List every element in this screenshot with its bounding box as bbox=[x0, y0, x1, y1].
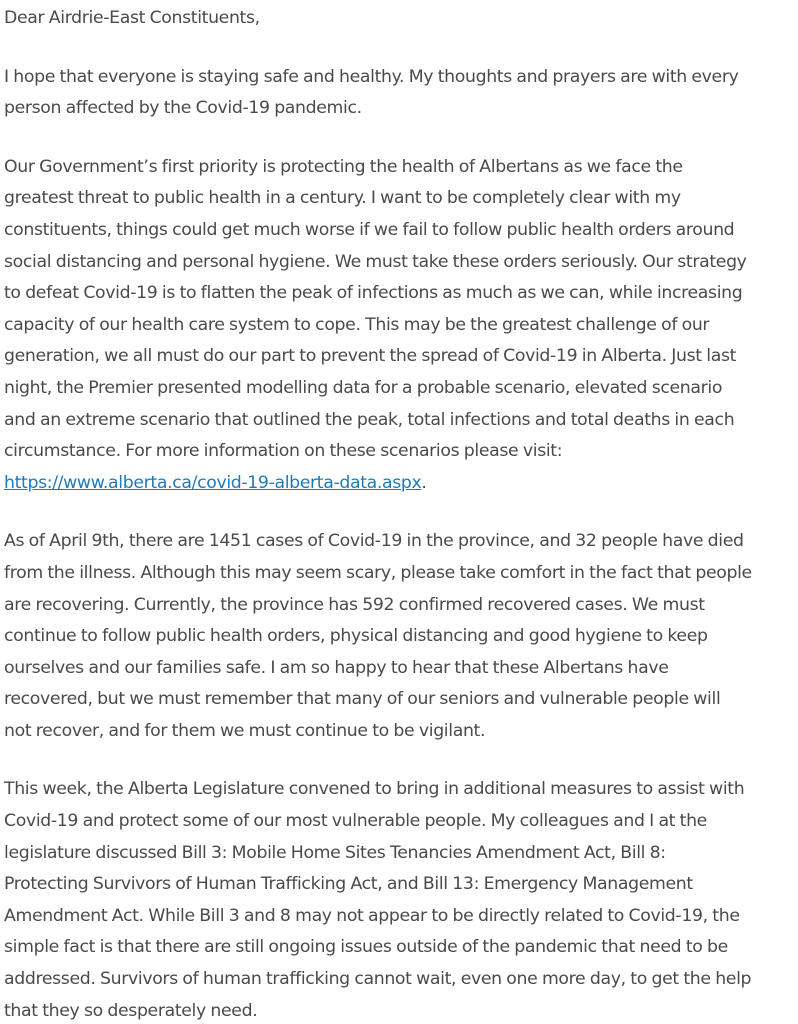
paragraph-line: simple fact is that there are still ongoing issues outside of the pandemic that need to be bbox=[4, 937, 728, 958]
paragraph-line: night, the Premier presented modelling data for a probable scenario, elevated scenario bbox=[4, 377, 723, 398]
paragraph-line: capacity of our health care system to cope. This may be the greatest challenge of our bbox=[4, 314, 710, 335]
paragraph-line: to defeat Covid-19 is to flatten the peak of infections as much as we can, while increasing bbox=[4, 283, 743, 304]
paragraph-line: Amendment Act. While Bill 3 and 8 may not appear to be directly related to Covid-19, the bbox=[4, 905, 740, 926]
paragraph-line: constituents, things could get much worse if we fail to follow public health orders around bbox=[4, 219, 735, 240]
paragraph-line: that they so desperately need. bbox=[4, 1000, 258, 1021]
paragraph-line: I hope that everyone is staying safe and healthy. My thoughts and prayers are with every bbox=[4, 66, 739, 87]
alberta-data-link[interactable]: https://www.alberta.ca/covid-19-alberta-data.aspx bbox=[4, 472, 422, 493]
paragraph-wellbeing bbox=[4, 62, 798, 125]
paragraph-line: are recovering. Currently, the province has 592 confirmed recovered cases. We must bbox=[4, 594, 705, 615]
paragraph-line: generation, we all must do our part to prevent the spread of Covid-19 in Alberta. Just last bbox=[4, 346, 737, 367]
paragraph-line: Covid-19 and protect some of our most vulnerable people. My colleagues and I at the bbox=[4, 811, 707, 832]
paragraph-line: continue to follow public health orders, physical distancing and good hygiene to keep bbox=[4, 626, 708, 647]
link-trailing-period: . bbox=[421, 472, 427, 493]
paragraph-line: This week, the Alberta Legislature convened to bring in additional measures to assist with bbox=[4, 779, 745, 800]
paragraph-government-priority bbox=[4, 152, 798, 500]
paragraph-line: addressed. Survivors of human trafficking cannot wait, even one more day, to get the help bbox=[4, 969, 752, 990]
paragraph-line: ourselves and our families safe. I am so happy to hear that these Albertans have bbox=[4, 657, 669, 678]
link-line bbox=[4, 468, 798, 500]
salutation-text: Dear Airdrie-East Constituents, bbox=[4, 8, 260, 28]
salutation bbox=[4, 3, 798, 35]
paragraph-line: Protecting Survivors of Human Trafficking Act, and Bill 13: Emergency Management bbox=[4, 874, 693, 895]
paragraph-line: recovered, but we must remember that many of our seniors and vulnerable people will bbox=[4, 689, 721, 710]
paragraph-line: As of April 9th, there are 1451 cases of Covid-19 in the province, and 32 people have died bbox=[4, 531, 744, 552]
paragraph-line: circumstance. For more information on these scenarios please visit: bbox=[4, 441, 563, 462]
paragraph-line: from the illness. Although this may seem scary, please take comfort in the fact that people bbox=[4, 562, 752, 583]
paragraph-line: not recover, and for them we must continue to be vigilant. bbox=[4, 720, 486, 741]
paragraph-line: person affected by the Covid-19 pandemic. bbox=[4, 98, 362, 119]
paragraph-line: legislature discussed Bill 3: Mobile Home Sites Tenancies Amendment Act, Bill 8: bbox=[4, 842, 666, 863]
paragraph-line: greatest threat to public health in a century. I want to be completely clear with my bbox=[4, 188, 681, 209]
paragraph-legislature bbox=[4, 774, 798, 1024]
paragraph-line: social distancing and personal hygiene. We must take these orders seriously. Our strategy bbox=[4, 251, 747, 272]
paragraph-case-statistics bbox=[4, 526, 798, 747]
paragraph-line: Our Government’s first priority is protecting the health of Albertans as we face the bbox=[4, 156, 683, 177]
paragraph-line: and an extreme scenario that outlined the peak, total infections and total deaths in each bbox=[4, 409, 735, 430]
